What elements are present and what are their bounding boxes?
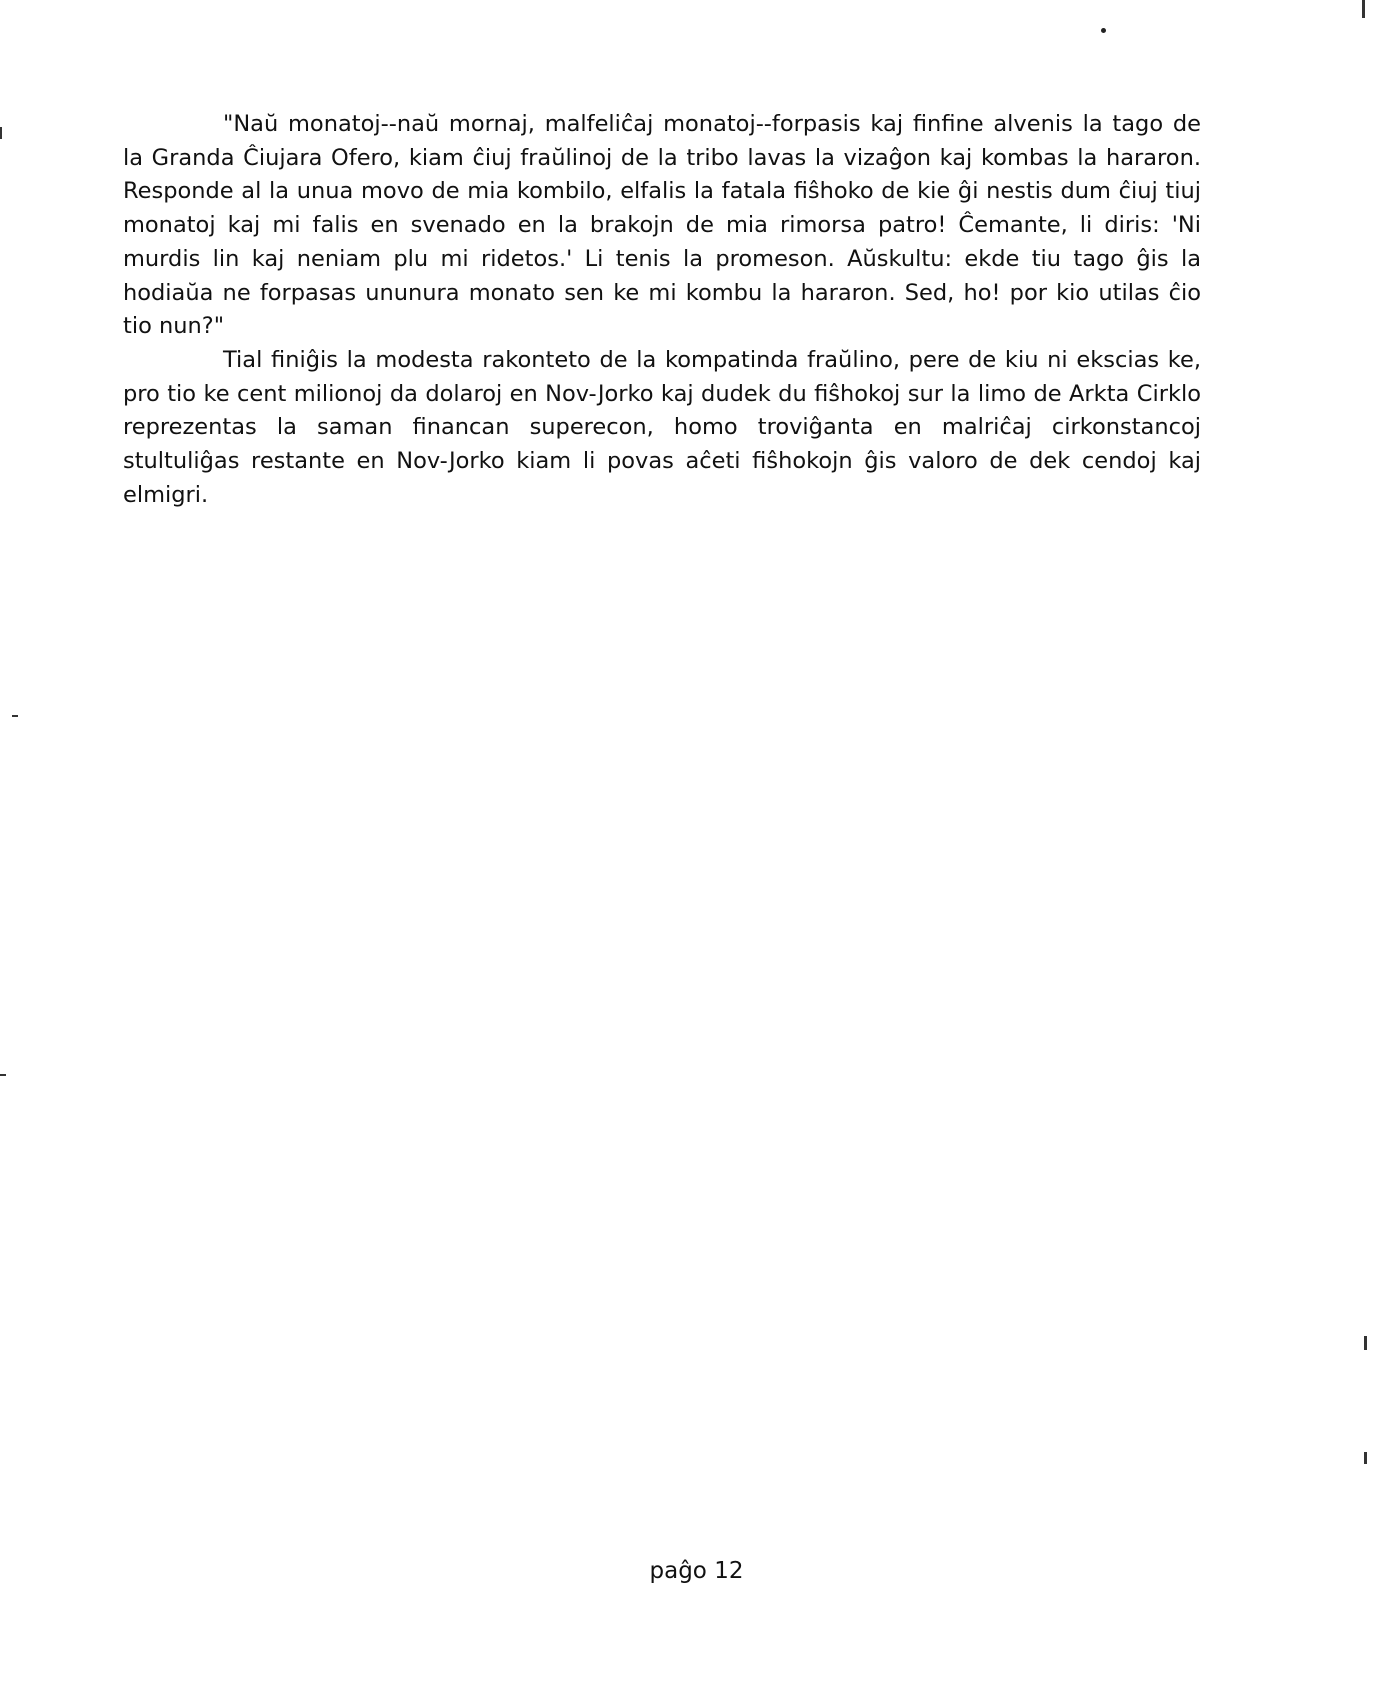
scan-edge-mark xyxy=(0,127,2,139)
scan-edge-mark xyxy=(1364,1452,1367,1464)
paragraph-2: Tial finiĝis la modesta rakonteto de la kompatinda fraŭlino, pere de kiu ni ekscias ke, pro tio ke cent milionoj da dolaroj en Nov-Jorko kaj dudek du fiŝhokoj sur la limo de Arkta Cirklo reprezentas la saman financan superecon, homo troviĝanta en malriĉaj cirkonstancoj stultuliĝas restante en Nov-Jorko kiam li povas aĉeti fiŝhokojn ĝis valoro de dek cendoj kaj elmigri. xyxy=(123,346,1201,508)
scan-edge-mark xyxy=(0,1074,6,1076)
paragraph-1: "Naŭ monatoj--naŭ mornaj, malfeliĉaj monatoj--forpasis kaj finfine alvenis la tago de la Granda Ĉiujara Ofero, kiam ĉiuj fraŭlinoj de la tribo lavas la vizaĝon kaj kombas la hararon. Responde al la unua movo de mia kombilo, elfalis la fatala fiŝhoko de kie ĝi nestis dum ĉiuj tiuj monatoj kaj mi falis en svenado en la brakojn de mia rimorsa patro! Ĉemante, li diris: 'Ni murdis lin kaj neniam plu mi ridetos.' Li tenis la promeson. Aŭskultu: ekde tiu tago ĝis la hodiaŭa ne forpasas ununura monato sen ke mi kombu la hararon. Sed, ho! por kio utilas ĉio tio nun?" xyxy=(123,111,1201,340)
page-number: paĝo 12 xyxy=(649,1558,744,1584)
scan-speck xyxy=(1101,28,1106,33)
scan-edge-mark xyxy=(1364,1336,1367,1350)
scan-edge-mark xyxy=(12,715,18,717)
scan-edge-mark xyxy=(1362,0,1365,18)
body-text xyxy=(123,108,1201,512)
